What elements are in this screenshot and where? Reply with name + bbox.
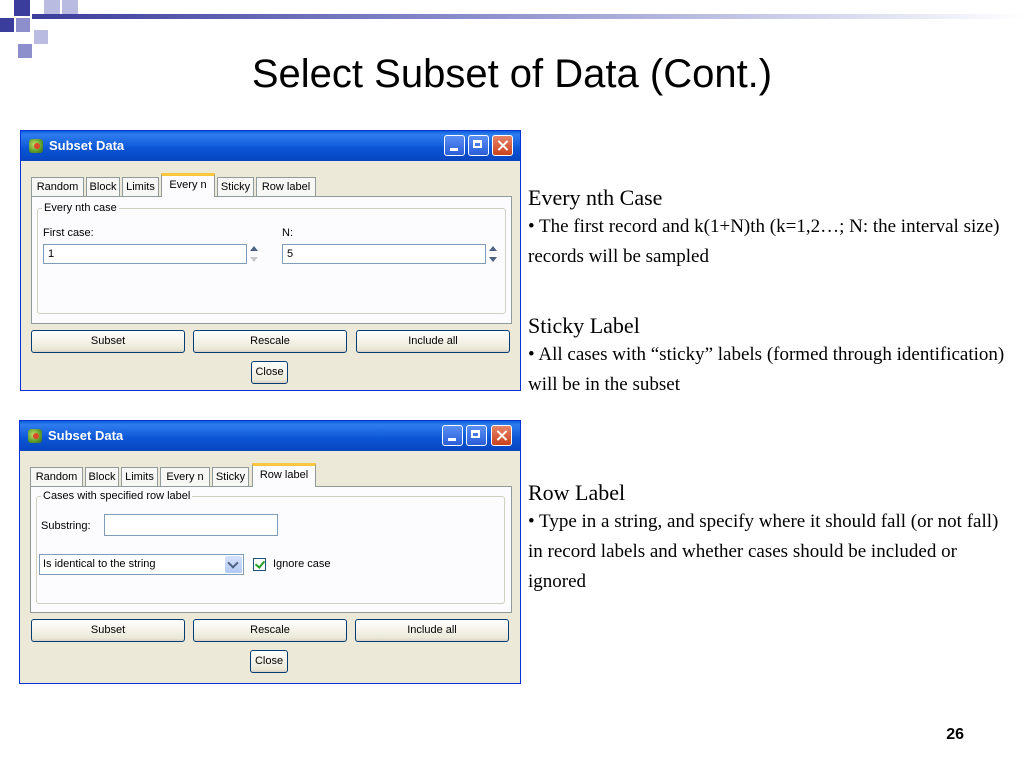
first-case-label: First case:	[43, 227, 94, 239]
ignore-case-checkbox[interactable]	[253, 558, 266, 571]
tab-sticky[interactable]: Sticky	[217, 177, 254, 196]
row-label-notes	[528, 479, 1008, 597]
chevron-down-icon[interactable]	[225, 556, 242, 573]
tab-random[interactable]: Random	[31, 177, 84, 196]
app-icon	[28, 429, 42, 443]
tab-limits[interactable]: Limits	[122, 177, 159, 196]
include-all-button[interactable]: Include all	[356, 330, 510, 353]
subset-data-window-row-label	[19, 420, 521, 684]
tab-every-n[interactable]: Every n	[161, 173, 215, 197]
tab-block[interactable]: Block	[85, 467, 119, 486]
close-button[interactable]: Close	[251, 361, 288, 384]
tab-panel	[30, 486, 512, 613]
row-label-group	[36, 490, 505, 604]
every-nth-bullet: • The first record and k(1+N)th (k=1,2…; N: the interval size) records will be sampled	[528, 216, 1000, 267]
row-label-heading: Row Label	[528, 480, 626, 505]
maximize-button[interactable]	[468, 135, 489, 156]
tab-row-label[interactable]: Row label	[256, 177, 316, 196]
tab-every-n[interactable]: Every n	[160, 467, 210, 486]
sticky-heading: Sticky Label	[528, 313, 640, 338]
subset-data-window-every-n	[20, 130, 521, 391]
row-label-bullet: • Type in a string, and specify where it should fall (or not fall) in record labels and whether cases should be included or ignored	[528, 511, 999, 592]
minimize-button[interactable]	[444, 135, 465, 156]
match-mode-select[interactable]	[39, 554, 244, 575]
n-down-arrow-icon[interactable]	[487, 254, 498, 264]
tab-sticky[interactable]: Sticky	[212, 467, 249, 486]
subset-button[interactable]: Subset	[31, 619, 185, 642]
close-window-button[interactable]	[492, 135, 513, 156]
n-input[interactable]: 5	[282, 244, 486, 264]
subset-button[interactable]: Subset	[31, 330, 185, 353]
page-number: 26	[946, 726, 964, 743]
every-nth-notes	[528, 184, 1008, 272]
window-title: Subset Data	[48, 428, 124, 443]
maximize-button[interactable]	[466, 425, 487, 446]
tab-block[interactable]: Block	[86, 177, 120, 196]
n-stepper[interactable]	[487, 244, 498, 264]
tab-row-label[interactable]: Row label	[252, 463, 316, 487]
header-bar	[32, 14, 1024, 19]
sticky-bullet: • All cases with “sticky” labels (formed through identification) will be in the subset	[528, 344, 1005, 395]
window-titlebar[interactable]	[21, 131, 520, 161]
close-button[interactable]: Close	[250, 650, 288, 673]
first-case-input[interactable]: 1	[43, 244, 247, 264]
rescale-button[interactable]: Rescale	[193, 330, 347, 353]
n-label: N:	[282, 227, 293, 239]
match-mode-value: Is identical to the string	[43, 558, 156, 570]
sticky-notes	[528, 312, 1008, 400]
tab-limits[interactable]: Limits	[121, 467, 158, 486]
tab-panel	[31, 196, 512, 324]
app-icon	[29, 139, 43, 153]
rescale-button[interactable]: Rescale	[193, 619, 347, 642]
close-window-button[interactable]	[491, 425, 512, 446]
window-titlebar[interactable]	[20, 421, 520, 451]
first-case-stepper[interactable]	[248, 244, 259, 264]
n-up-arrow-icon[interactable]	[487, 244, 498, 254]
tab-random[interactable]: Random	[30, 467, 83, 486]
window-title: Subset Data	[49, 138, 125, 153]
ignore-case-label[interactable]: Ignore case	[273, 558, 331, 570]
include-all-button[interactable]: Include all	[355, 619, 509, 642]
group-label: Every nth case	[44, 202, 117, 214]
group-label: Cases with specified row label	[43, 490, 191, 502]
first-case-up-arrow-icon[interactable]	[248, 244, 259, 254]
substring-input[interactable]	[104, 514, 278, 536]
every-nth-heading: Every nth Case	[528, 185, 663, 210]
substring-label: Substring:	[41, 520, 91, 532]
slide-title: Select Subset of Data (Cont.)	[251, 52, 773, 96]
first-case-down-arrow-icon[interactable]	[248, 254, 259, 264]
minimize-button[interactable]	[442, 425, 463, 446]
